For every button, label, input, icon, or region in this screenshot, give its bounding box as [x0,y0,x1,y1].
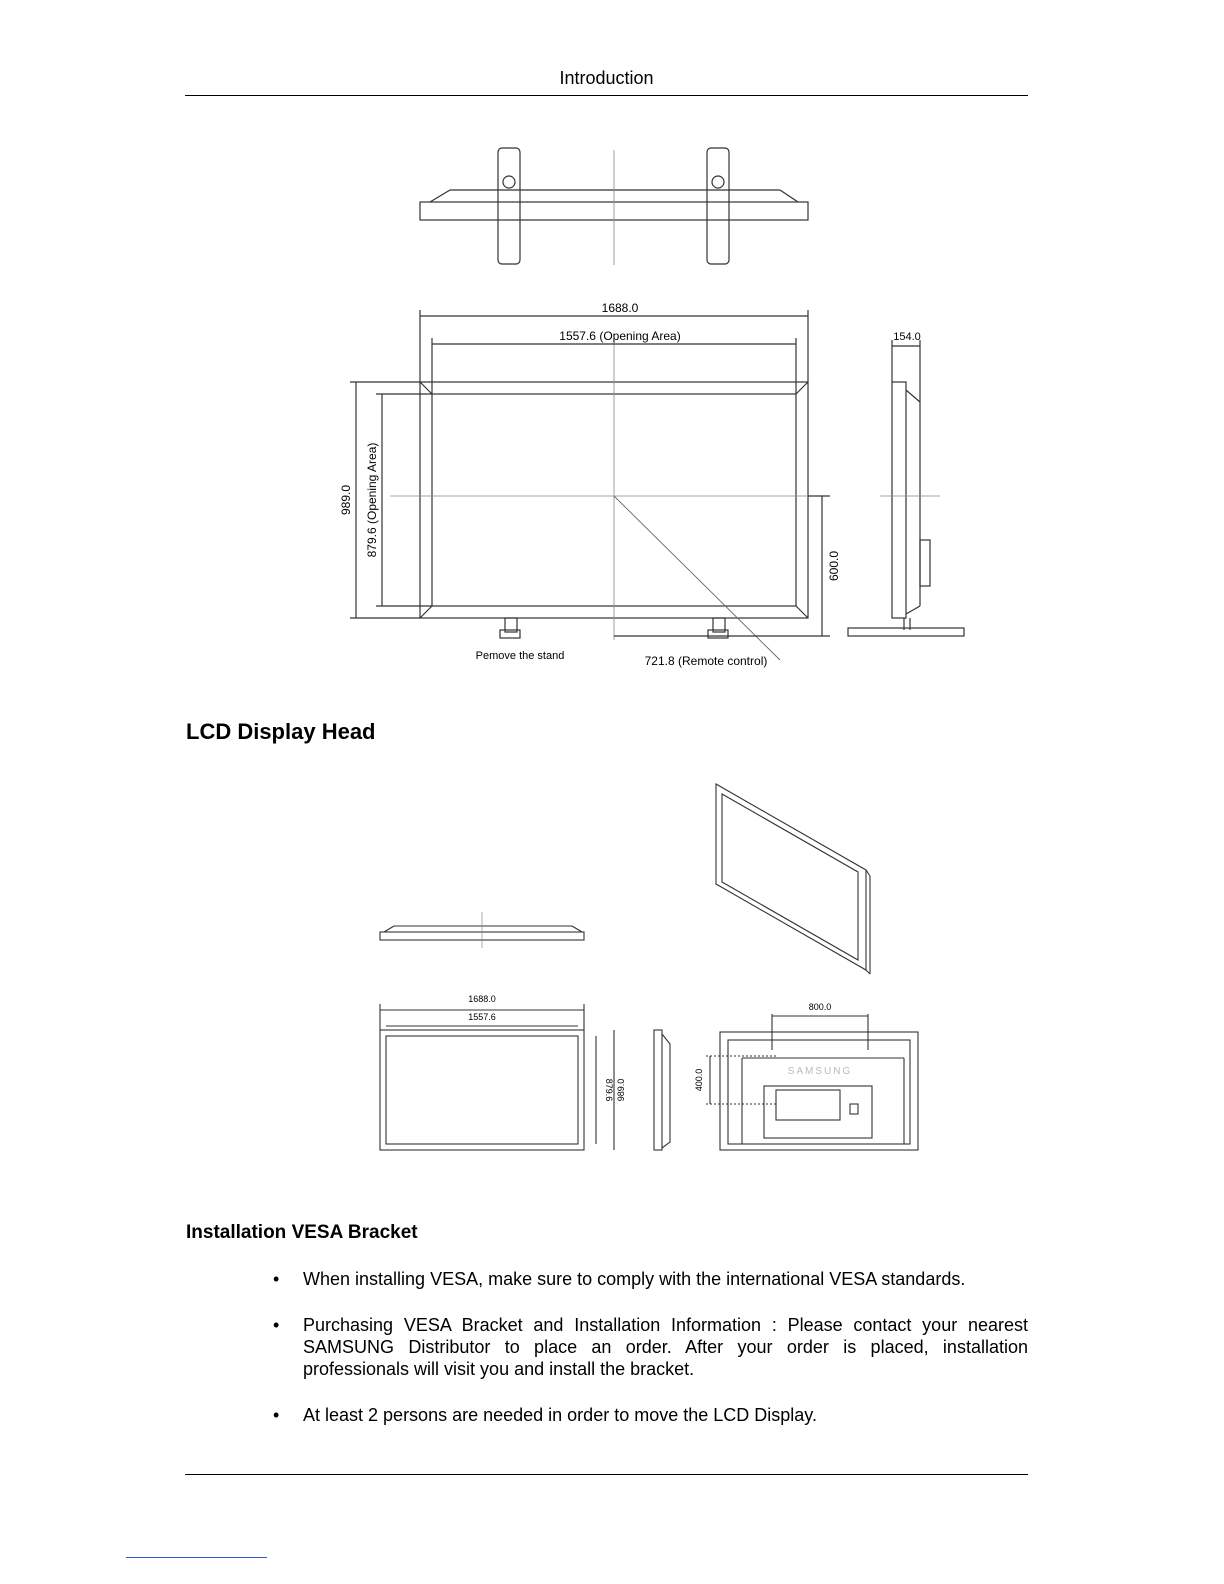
bullet-text: At least 2 persons are needed in order to move the LCD Display. [303,1405,817,1425]
label-remove-stand: Pemove the stand [475,650,565,662]
dim-total-width: 1688.0 [601,301,639,315]
list-item [273,1404,1028,1426]
vesa-bullet-list [273,1268,1028,1450]
list-item [273,1314,1028,1380]
bullet-dot: • [273,1405,280,1425]
dim-opening-width: 1557.6 (Opening Area) [559,329,681,343]
bullet-text: When installing VESA, make sure to comply with the international VESA standards. [303,1269,966,1289]
dim-opening-height: 879.6 (Opening Area) [365,442,379,558]
page-header-title: Introduction [559,68,654,88]
display-head-drawing [370,778,930,1178]
front-dimension-drawing [330,140,980,680]
section-heading-vesa: Installation VESA Bracket [186,1222,418,1243]
header-rule [185,95,1028,96]
dim2-total-width: 1688.0 [468,994,496,1004]
bullet-dot: • [273,1315,280,1335]
bullet-text: Purchasing VESA Bracket and Installation Information : Please contact your nearest SAMSUNG Distributor to place an order. After your order is placed, installation professionals will visit you and install the bracket. [303,1315,1028,1379]
dim2-vesa-height: 400.0 [694,1068,704,1092]
dim2-vesa-width: 800.0 [808,1002,832,1012]
head-back-view [720,1032,918,1150]
list-item [273,1268,1028,1290]
label-remote-control: 721.8 (Remote control) [644,654,768,668]
dim2-total-height: 989.0 [616,1078,626,1102]
top-view-stand-right [707,148,729,264]
dim2-opening-width: 1557.6 [468,1012,496,1022]
dim-depth: 154.0 [893,331,921,343]
side-view-body [892,382,906,618]
head-front-view [380,1030,584,1150]
top-view-stand-left [498,148,520,264]
dim-total-height: 989.0 [339,484,353,516]
dim2-opening-height: 879.6 [604,1078,614,1102]
footer-link-underline[interactable] [126,1557,267,1558]
bullet-dot: • [273,1269,280,1289]
back-brand-text: SAMSUNG [787,1066,853,1077]
dim-stand-height: 600.0 [827,550,841,582]
head-side-view [654,1030,662,1150]
footer-rule [185,1474,1028,1475]
section-heading-lcd: LCD Display Head [186,719,376,744]
perspective-view [716,784,866,970]
